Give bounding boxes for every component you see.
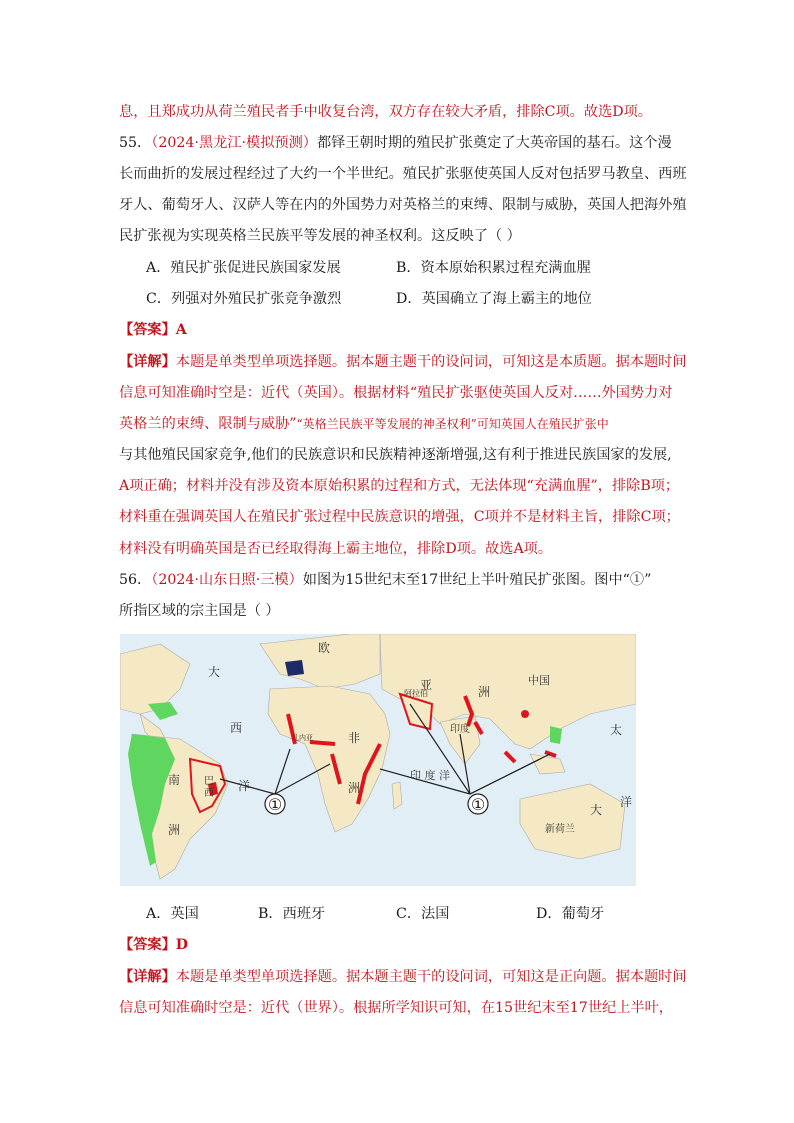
label-india: 印度 [450,724,470,735]
label-da-atlantic: 大 [208,665,221,679]
q55-analysis-line-5: A项正确；材料并没有涉及资本原始积累的过程和方式，无法体现“充满血腥”，排除B项； [119,478,680,494]
q55-analysis-line-7: 材料没有明确英国是否已经取得海上霸主地位，排除D项。故选A项。 [119,541,553,557]
q55-option-b: B．资本原始积累过程充满血腥 [396,260,591,276]
q55-stem-text: 都铎王朝时期的殖民扩张奠定了大英帝国的基石。这个漫 [316,135,672,151]
q55-analysis-line-2: 信息可知准确时空是：近代（英国）。根据材料“殖民扩张驱使英国人反对……外国势力对 [119,385,673,401]
q56-stem-line-2: 所指区域的宗主国是（ ） [119,603,280,619]
marker-label-1: ① [267,795,283,814]
q55-answer-value: A [175,322,187,338]
label-ya: 亚 [420,678,433,692]
q56-stem-text: 如图为15世纪末至17世纪上半叶殖民扩张图。图中“①” [302,572,652,588]
spanish-philippines [550,726,562,744]
q55-answer [119,320,187,340]
label-china: 中国 [528,674,550,687]
q55-option-c: C．列强对外殖民扩张竞争激烈 [146,291,342,307]
label-tai: 太 [610,723,623,737]
q56-analysis-line-1 [119,967,687,987]
q56-option-c: C．法国 [396,906,450,922]
portugal-spain-home [285,660,304,676]
q55-analysis-line-6: 材料重在强调英国人在殖民扩张过程中民族意识的增强，C项并不是材料主旨，排除C项； [119,509,680,525]
q56-answer [119,935,188,955]
q56-option-a: A．英国 [146,906,199,922]
q55-stem-line-2: 长而曲折的发展过程经过了大约一个半世纪。殖民扩张驱使英国人反对包括罗马教皇、西班 [119,166,687,182]
label-guinea: 几内亚 [292,734,313,742]
portuguese-macau [521,710,529,718]
q55-analysis-line-4: 与其他殖民国家竞争,他们的民族意识和民族精神逐渐增强,这有利于推进民族国家的发展, [119,447,672,463]
label-ou: 欧 [318,641,331,655]
label-arabia: 阿拉伯 [404,689,428,698]
q56-analysis-line-2: 信息可知准确时空是：近代（世界）。根据所学知识可知，在15世纪末至17世纪上半叶， [119,1000,673,1016]
label-zhou-africa: 洲 [348,781,361,795]
marker-circle-2 [468,794,488,814]
label-zhou-america: 洲 [168,823,181,837]
q55-analysis-text: 本题是单类型单项选择题。据本题主题干的设问词，可知这是本质题。据本题时间 [175,354,687,370]
q55-option-a: A．殖民扩张促进民族国家发展 [146,260,341,276]
q55-analysis-line-1 [119,352,687,372]
label-xi: 西 [230,721,243,735]
label-indian-ocean: 印 度 洋 [410,769,450,782]
q56-option-b: B．西班牙 [258,906,326,922]
q55-answer-label: 【答案】 [119,322,176,338]
marker-circle-1 [265,794,285,814]
q55-stem-line-3: 牙人、葡萄牙人、汉萨人等在内的外国势力对英格兰的束缚、限制与威胁，英国人把海外殖 [119,197,687,213]
map-svg [120,634,636,886]
madagascar-land [392,782,402,809]
q55-number: 55． [119,135,152,151]
label-ba: 巴 [204,776,214,787]
label-yang-pacific: 洋 [620,795,633,809]
q55-analysis-line-3 [119,414,609,434]
q56-stem-line-1 [119,570,651,590]
label-xi-brazil: 西 [204,788,214,799]
q56-number: 56． [119,572,152,588]
label-new-holland: 新荷兰 [545,824,575,835]
q55-source: （2024·黑龙江·模拟预测） [151,135,317,151]
label-da-pacific: 大 [590,803,603,817]
q56-analysis-text: 本题是单类型单项选择题。据本题主题干的设问词，可知这是正向题。据本题时间 [175,969,687,985]
q55-stem-line-1 [119,133,672,153]
q55-analysis-quote-2: “英格兰民族平等发展的神圣权利”可知英国人在殖民扩张中 [296,417,609,431]
q56-option-d: D．葡萄牙 [536,906,605,922]
label-zhou-asia: 洲 [478,685,491,699]
q55-analysis-label: 【详解】 [119,354,176,370]
prev-analysis-tail: 息，且郑成功从荷兰殖民者手中收复台湾，双方存在较大矛盾，排除C项。故选D项。 [119,104,652,120]
q56-source: （2024·山东日照·三模） [151,572,303,588]
portuguese-west-africa-2 [310,742,335,744]
label-nan: 南 [168,773,181,787]
q56-answer-value: D [175,937,189,953]
q56-analysis-label: 【详解】 [119,969,176,985]
label-fei: 非 [348,731,361,745]
q55-analysis-quote-1: 英格兰的束缚、限制与威胁” [119,416,297,432]
label-yang-atlantic: 洋 [238,779,251,793]
colonial-expansion-map [120,634,636,886]
q55-option-d: D．英国确立了海上霸主的地位 [396,291,592,307]
q55-stem-line-4: 民扩张视为实现英格兰民族平等发展的神圣权利。这反映了（ ） [119,228,521,244]
q56-answer-label: 【答案】 [119,937,176,953]
marker-label-2: ① [470,795,486,814]
